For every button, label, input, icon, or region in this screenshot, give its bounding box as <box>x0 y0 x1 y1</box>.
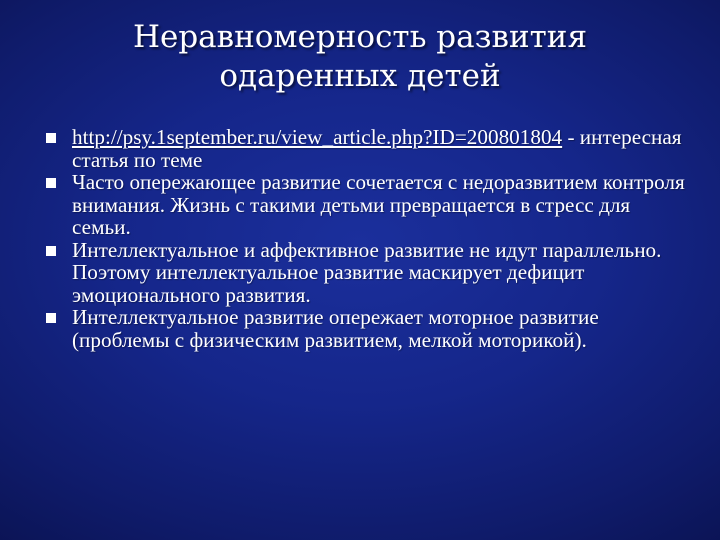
bullet-list <box>46 126 686 351</box>
bullet-item-motor-development <box>46 306 686 351</box>
slide-title <box>60 18 660 96</box>
bullet-item-attention-control <box>46 171 686 239</box>
bullet-item-article-link <box>46 126 686 171</box>
slide-title-line-2: одаренных детей <box>219 58 501 95</box>
bullet-text: Интеллектуальное и аффективное развитие не идут параллельно. Поэтому интеллектуальное развитие маскирует дефицит эмоционального развития. <box>72 237 662 307</box>
article-link[interactable]: http://psy.1september.ru/view_article.php?ID=200801804 <box>72 125 563 149</box>
square-bullet-icon <box>46 246 56 256</box>
bullet-text: Часто опережающее развитие сочетается с недоразвитием контроля внимания. Жизнь с такими детьми превращается в стресс для семьи. <box>72 170 685 239</box>
square-bullet-icon <box>46 178 56 188</box>
square-bullet-icon <box>46 313 56 323</box>
slide-title-line-1: Неравномерность развития <box>132 19 588 55</box>
bullet-text: Интеллектуальное развитие опережает моторное развитие (проблемы с физическим развитием, мелкой моторикой). <box>72 305 599 352</box>
bullet-text: - интересная статья по теме <box>72 125 682 172</box>
square-bullet-icon <box>46 133 56 143</box>
bullet-item-affective-development <box>46 239 686 307</box>
